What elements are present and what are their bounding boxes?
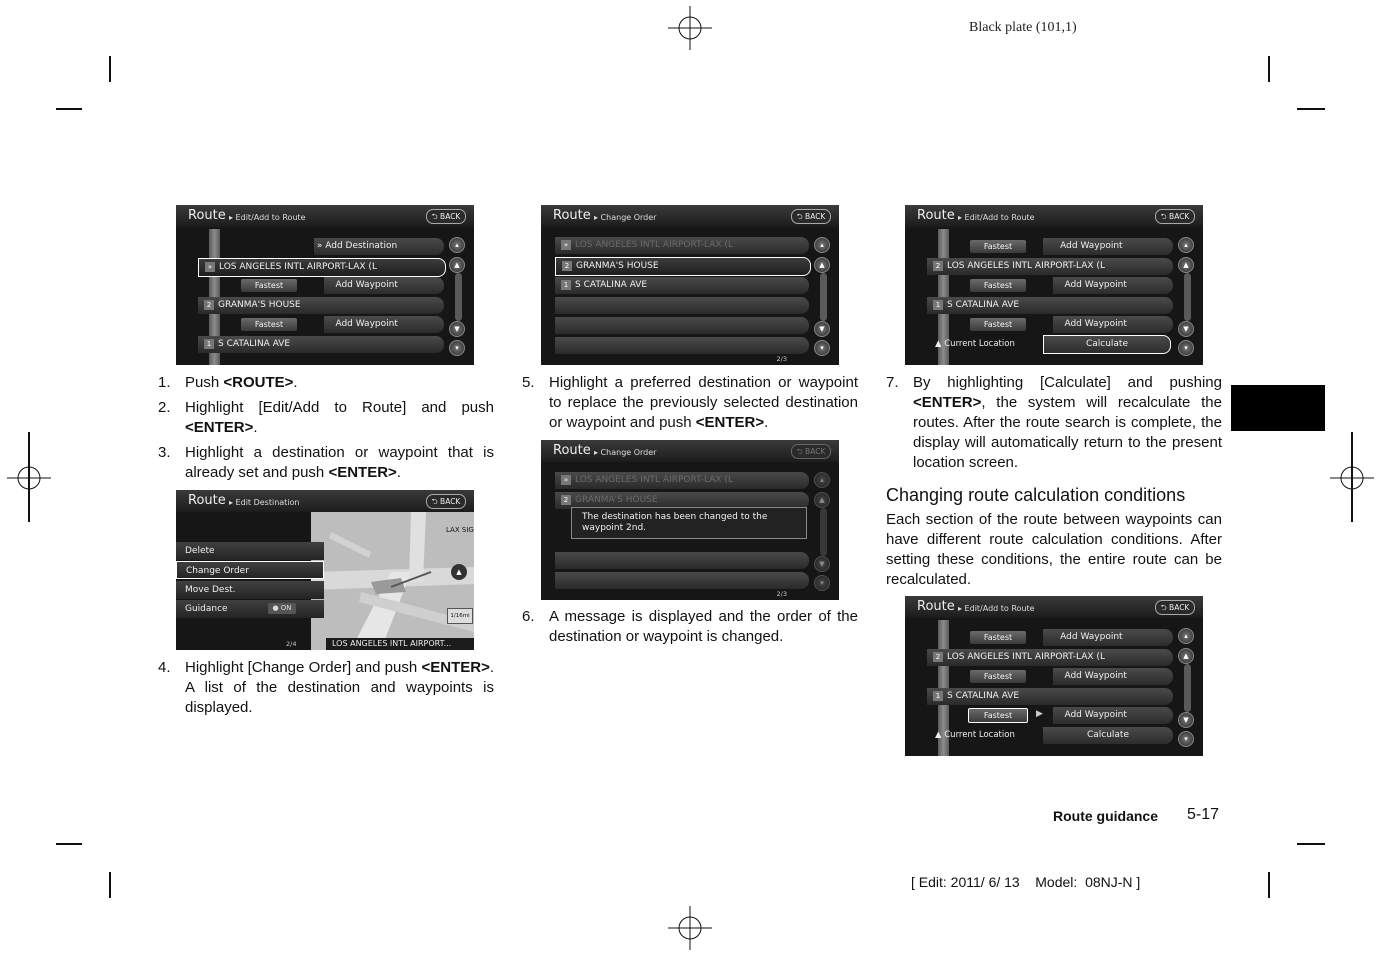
crop-mark: [1297, 108, 1325, 110]
scroll-down-icon[interactable]: ▼: [814, 321, 830, 337]
empty-row: [555, 552, 809, 569]
step-4: 4. Highlight [Change Order] and push <ENTER>. A list of the destination and waypoints is displayed.: [158, 659, 494, 716]
screen-subtitle: ▸ Change Order: [594, 448, 657, 457]
add-waypoint-button[interactable]: Add Waypoint: [1053, 277, 1173, 294]
scroll-bottom-icon[interactable]: ▾: [814, 575, 830, 591]
scroll-up-icon[interactable]: ▲: [449, 257, 465, 273]
page-indicator: 2/3: [776, 355, 787, 363]
scroll-top-icon[interactable]: ▴: [1178, 237, 1194, 253]
calculate-button[interactable]: Calculate: [1043, 335, 1171, 354]
zoom-icon[interactable]: ▲: [451, 564, 467, 580]
footer-page-number: 5-17: [1187, 806, 1220, 823]
screen-subtitle: ▸ Change Order: [594, 213, 657, 222]
registration-mark-bottom: [668, 906, 712, 950]
crop-mark: [109, 56, 111, 82]
current-location-row[interactable]: ▲ Current Location: [935, 730, 1015, 740]
screen-title: Route: [917, 599, 955, 614]
crop-mark: [56, 108, 82, 110]
chapter-tab: [1231, 385, 1325, 431]
crop-mark: [1297, 843, 1325, 845]
scroll-down-icon[interactable]: ▼: [814, 556, 830, 572]
screen-change-order: [541, 205, 839, 365]
waypoint-1-row[interactable]: 1 S CATALINA AVE: [927, 688, 1173, 705]
menu-change-order[interactable]: Change Order: [176, 561, 324, 579]
registration-mark-top: [668, 6, 712, 50]
menu-delete[interactable]: Delete: [176, 542, 324, 560]
back-button[interactable]: ⮌ BACK: [426, 209, 466, 224]
empty-row: [555, 337, 809, 354]
edit-line: [ Edit: 2011/ 6/ 13 Model: 08NJ-N ]: [911, 874, 1141, 890]
map-scale: 1/16mi: [447, 608, 473, 624]
add-waypoint-button[interactable]: Add Waypoint: [1053, 316, 1173, 333]
crop-mark: [109, 872, 111, 898]
screen-title: Route: [188, 493, 226, 508]
scroll-track[interactable]: [820, 273, 827, 321]
back-button[interactable]: ⮌ BACK: [791, 444, 831, 459]
scroll-bottom-icon[interactable]: ▾: [1178, 340, 1194, 356]
screen-edit-destination: [176, 490, 474, 650]
scroll-down-icon[interactable]: ▼: [1178, 321, 1194, 337]
scroll-top-icon[interactable]: ▴: [1178, 628, 1194, 644]
section-heading: Changing route calculation conditions: [886, 485, 1186, 505]
map-sign-label: LAX SIG: [446, 526, 474, 534]
scroll-bottom-icon[interactable]: ▾: [814, 340, 830, 356]
scroll-bottom-icon[interactable]: ▾: [449, 340, 465, 356]
registration-mark-right: [1330, 456, 1374, 500]
guidance-toggle[interactable]: ● ON: [268, 603, 296, 614]
registration-mark-left: [7, 456, 51, 500]
destination-row[interactable]: 2 LOS ANGELES INTL AIRPORT-LAX (L: [927, 649, 1173, 666]
fastest-button[interactable]: Fastest: [970, 318, 1026, 331]
fastest-button-selected[interactable]: Fastest: [968, 708, 1028, 723]
screen-edit-add-route-calculate: [905, 205, 1203, 365]
back-button[interactable]: ⮌ BACK: [791, 209, 831, 224]
waypoint-1-row[interactable]: 1 S CATALINA AVE: [555, 277, 809, 294]
step-5: 5. Highlight a preferred destination or waypoint to replace the previously selected destination or waypoint and push <ENTER>.: [522, 374, 858, 431]
waypoint-1-row[interactable]: 1 S CATALINA AVE: [927, 297, 1173, 314]
destination-row[interactable]: » LOS ANGELES INTL AIRPORT-LAX (L: [555, 237, 809, 254]
scroll-track[interactable]: [820, 508, 827, 556]
crop-mark: [1268, 872, 1270, 898]
scroll-top-icon[interactable]: ▴: [814, 237, 830, 253]
crop-mark: [56, 843, 82, 845]
plate-label: Black plate (101,1): [969, 20, 1077, 35]
scroll-top-icon[interactable]: ▴: [449, 237, 465, 253]
menu-guidance[interactable]: Guidance ● ON: [176, 600, 324, 618]
add-waypoint-button[interactable]: Add Waypoint: [1053, 707, 1173, 724]
add-waypoint-button[interactable]: Add Waypoint: [1043, 629, 1173, 646]
fastest-button[interactable]: Fastest: [970, 631, 1026, 644]
scroll-track[interactable]: [1184, 664, 1191, 712]
scroll-track[interactable]: [1184, 273, 1191, 321]
screen-title: Route: [553, 443, 591, 458]
add-waypoint-button[interactable]: Add Waypoint: [324, 316, 444, 333]
current-location-row[interactable]: ▲ Current Location: [935, 339, 1015, 349]
screen-change-order-message: [541, 440, 839, 600]
scroll-up-icon[interactable]: ▲: [1178, 257, 1194, 273]
fastest-button[interactable]: Fastest: [970, 240, 1026, 253]
back-button[interactable]: ⮌ BACK: [1155, 600, 1195, 615]
menu-move-dest[interactable]: Move Dest.: [176, 581, 324, 599]
empty-row: [555, 317, 809, 334]
fastest-button[interactable]: Fastest: [241, 279, 297, 292]
screen-title: Route: [917, 208, 955, 223]
waypoint-2-row[interactable]: 2 GRANMA'S HOUSE: [555, 257, 811, 276]
screen-subtitle: ▸ Edit/Add to Route: [958, 604, 1035, 613]
waypoint-2-row[interactable]: 2 GRANMA'S HOUSE: [198, 297, 444, 314]
screen-title: Route: [188, 208, 226, 223]
screen-edit-add-route: [176, 205, 474, 365]
destination-row[interactable]: » LOS ANGELES INTL AIRPORT-LAX (L: [198, 258, 446, 277]
page-indicator: 2/3: [776, 590, 787, 598]
screen-route-conditions: [905, 596, 1203, 756]
scroll-up-icon[interactable]: ▲: [814, 492, 830, 508]
add-waypoint-button[interactable]: Add Waypoint: [324, 277, 444, 294]
crop-mark: [1268, 56, 1270, 82]
screen-subtitle: ▸ Edit Destination: [229, 498, 300, 507]
waypoint-2-row[interactable]: 2 GRANMA'S HOUSE: [555, 492, 809, 509]
empty-row: [555, 572, 809, 589]
add-waypoint-button[interactable]: Add Waypoint: [1053, 668, 1173, 685]
footer-section: Route guidance: [1053, 808, 1159, 824]
flag-icon: »: [205, 262, 215, 272]
step-7: 7. By highlighting [Calculate] and pushing <ENTER>, the system will recalculate the routes. After the route search is complete, the display will automatically return to the present location screen.: [886, 374, 1222, 471]
scroll-up-icon[interactable]: ▲: [1178, 648, 1194, 664]
destination-row[interactable]: 2 LOS ANGELES INTL AIRPORT-LAX (L: [927, 258, 1173, 275]
back-button[interactable]: ⮌ BACK: [426, 494, 466, 509]
empty-row: [555, 297, 809, 314]
add-waypoint-button[interactable]: Add Waypoint: [1043, 238, 1173, 255]
step-3: 3. Highlight a destination or waypoint that is already set and push <ENTER>.: [158, 444, 494, 481]
destination-row[interactable]: » LOS ANGELES INTL AIRPORT-LAX (L: [555, 472, 809, 489]
waypoint-1-row[interactable]: 1 S CATALINA AVE: [198, 336, 444, 353]
scroll-track[interactable]: [455, 273, 462, 321]
scroll-down-icon[interactable]: ▼: [1178, 712, 1194, 728]
section-body: Each section of the route between waypoints can have different route calculation conditions. After setting these conditions, the entire route can be recalculated.: [886, 511, 1222, 588]
step-2: 2. Highlight [Edit/Add to Route] and push <ENTER>.: [158, 399, 494, 436]
scroll-down-icon[interactable]: ▼: [449, 321, 465, 337]
message-dialog: The destination has been changed to the waypoint 2nd.: [571, 507, 807, 539]
screen-subtitle: ▸ Edit/Add to Route: [229, 213, 306, 222]
step-6: 6. A message is displayed and the order of the destination or waypoint is changed.: [522, 608, 858, 645]
fastest-button[interactable]: Fastest: [970, 670, 1026, 683]
scroll-bottom-icon[interactable]: ▾: [1178, 731, 1194, 747]
step-1: 1. Push <ROUTE>.: [158, 374, 298, 391]
map-location-label: LOS ANGELES INTL AIRPORT...: [326, 638, 474, 650]
calculate-button[interactable]: Calculate: [1043, 727, 1173, 744]
add-destination-button[interactable]: » Add Destination: [314, 238, 444, 255]
scroll-up-icon[interactable]: ▲: [814, 257, 830, 273]
screen-subtitle: ▸ Edit/Add to Route: [958, 213, 1035, 222]
back-button[interactable]: ⮌ BACK: [1155, 209, 1195, 224]
scroll-top-icon[interactable]: ▴: [814, 472, 830, 488]
fastest-button[interactable]: Fastest: [970, 279, 1026, 292]
screen-title: Route: [553, 208, 591, 223]
page-indicator: 2/4: [286, 640, 297, 648]
fastest-button[interactable]: Fastest: [241, 318, 297, 331]
play-arrow-icon: ▶: [1036, 709, 1043, 719]
